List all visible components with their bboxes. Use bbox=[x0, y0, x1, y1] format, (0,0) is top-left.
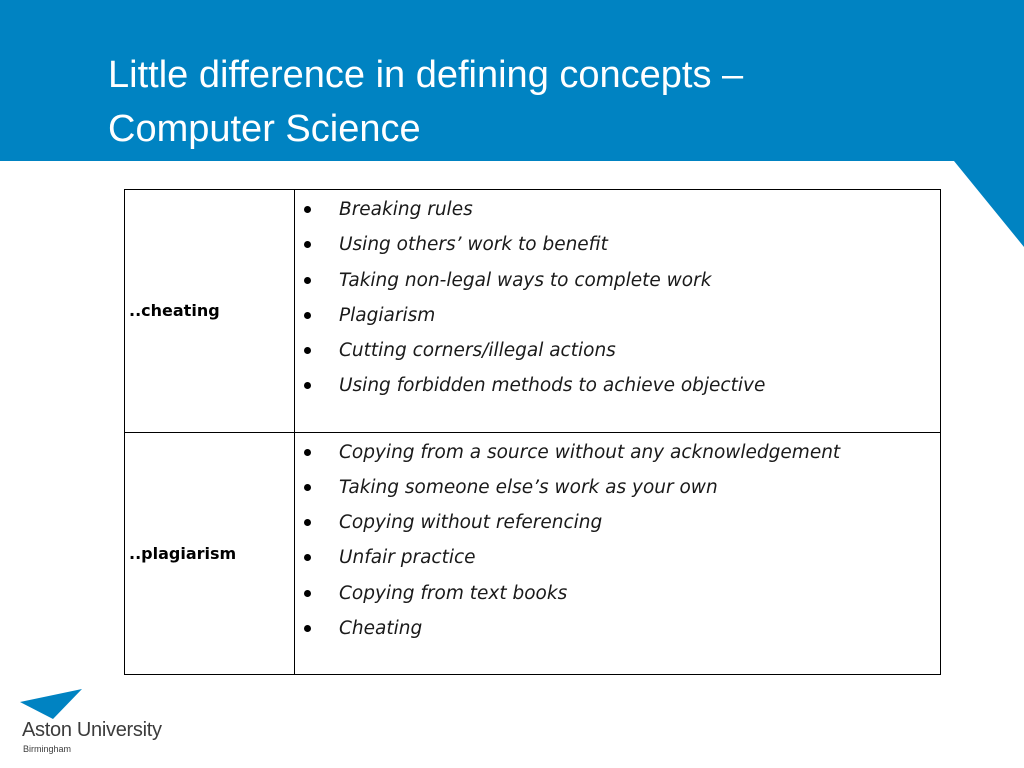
bullet-icon bbox=[304, 449, 311, 456]
bullet-icon bbox=[304, 625, 311, 632]
bullet-icon bbox=[304, 554, 311, 561]
bullet-icon bbox=[304, 312, 311, 319]
definitions-cell-plagiarism bbox=[295, 432, 941, 675]
list-item bbox=[295, 304, 940, 339]
list-item bbox=[295, 198, 940, 233]
definitions-table bbox=[124, 189, 941, 675]
list-item-text: Unfair practice bbox=[339, 547, 476, 569]
bullet-icon bbox=[304, 277, 311, 284]
list-item bbox=[295, 582, 940, 617]
list-item-text: Using forbidden methods to achieve objective bbox=[339, 375, 766, 397]
slide-title-line-1: Little difference in defining concepts – bbox=[108, 54, 744, 96]
list-item bbox=[295, 374, 940, 409]
bullet-icon bbox=[304, 206, 311, 213]
logo-city-name: Birmingham bbox=[23, 744, 72, 754]
logo-university-name: Aston University bbox=[22, 719, 162, 741]
definitions-cell-cheating bbox=[295, 190, 941, 433]
list-item-text: Plagiarism bbox=[339, 304, 436, 326]
bullet-icon bbox=[304, 382, 311, 389]
list-item-text: Cheating bbox=[339, 617, 423, 639]
list-item bbox=[295, 339, 940, 374]
table-row-plagiarism bbox=[125, 432, 941, 675]
list-item bbox=[295, 476, 940, 511]
bullet-icon bbox=[304, 347, 311, 354]
term-cell-cheating: ..cheating bbox=[125, 190, 295, 433]
definition-list bbox=[295, 433, 940, 653]
list-item-text: Cutting corners/illegal actions bbox=[339, 340, 616, 362]
bullet-icon bbox=[304, 590, 311, 597]
aston-university-logo bbox=[18, 689, 198, 761]
list-item bbox=[295, 546, 940, 581]
term-cell-plagiarism: ..plagiarism bbox=[125, 432, 295, 675]
list-item-text: Using others’ work to benefit bbox=[339, 234, 608, 256]
list-item-text: Copying without referencing bbox=[339, 512, 603, 534]
list-item bbox=[295, 617, 940, 652]
list-item-text: Taking non-legal ways to complete work bbox=[339, 269, 712, 291]
list-item-text: Copying from a source without any acknowledgement bbox=[339, 441, 841, 463]
list-item bbox=[295, 441, 940, 476]
list-item-text: Breaking rules bbox=[339, 199, 473, 220]
slide-title bbox=[108, 48, 948, 156]
slide-title-line-2: Computer Science bbox=[108, 108, 421, 150]
table-row-cheating bbox=[125, 190, 941, 433]
bullet-icon bbox=[304, 519, 311, 526]
aston-triangle-icon bbox=[20, 689, 82, 719]
list-item bbox=[295, 269, 940, 304]
list-item-text: Copying from text books bbox=[339, 582, 568, 604]
list-item bbox=[295, 233, 940, 268]
bullet-icon bbox=[304, 241, 311, 248]
bullet-icon bbox=[304, 484, 311, 491]
list-item bbox=[295, 511, 940, 546]
list-item-text: Taking someone else’s work as your own bbox=[339, 476, 718, 498]
definition-list bbox=[295, 190, 940, 410]
